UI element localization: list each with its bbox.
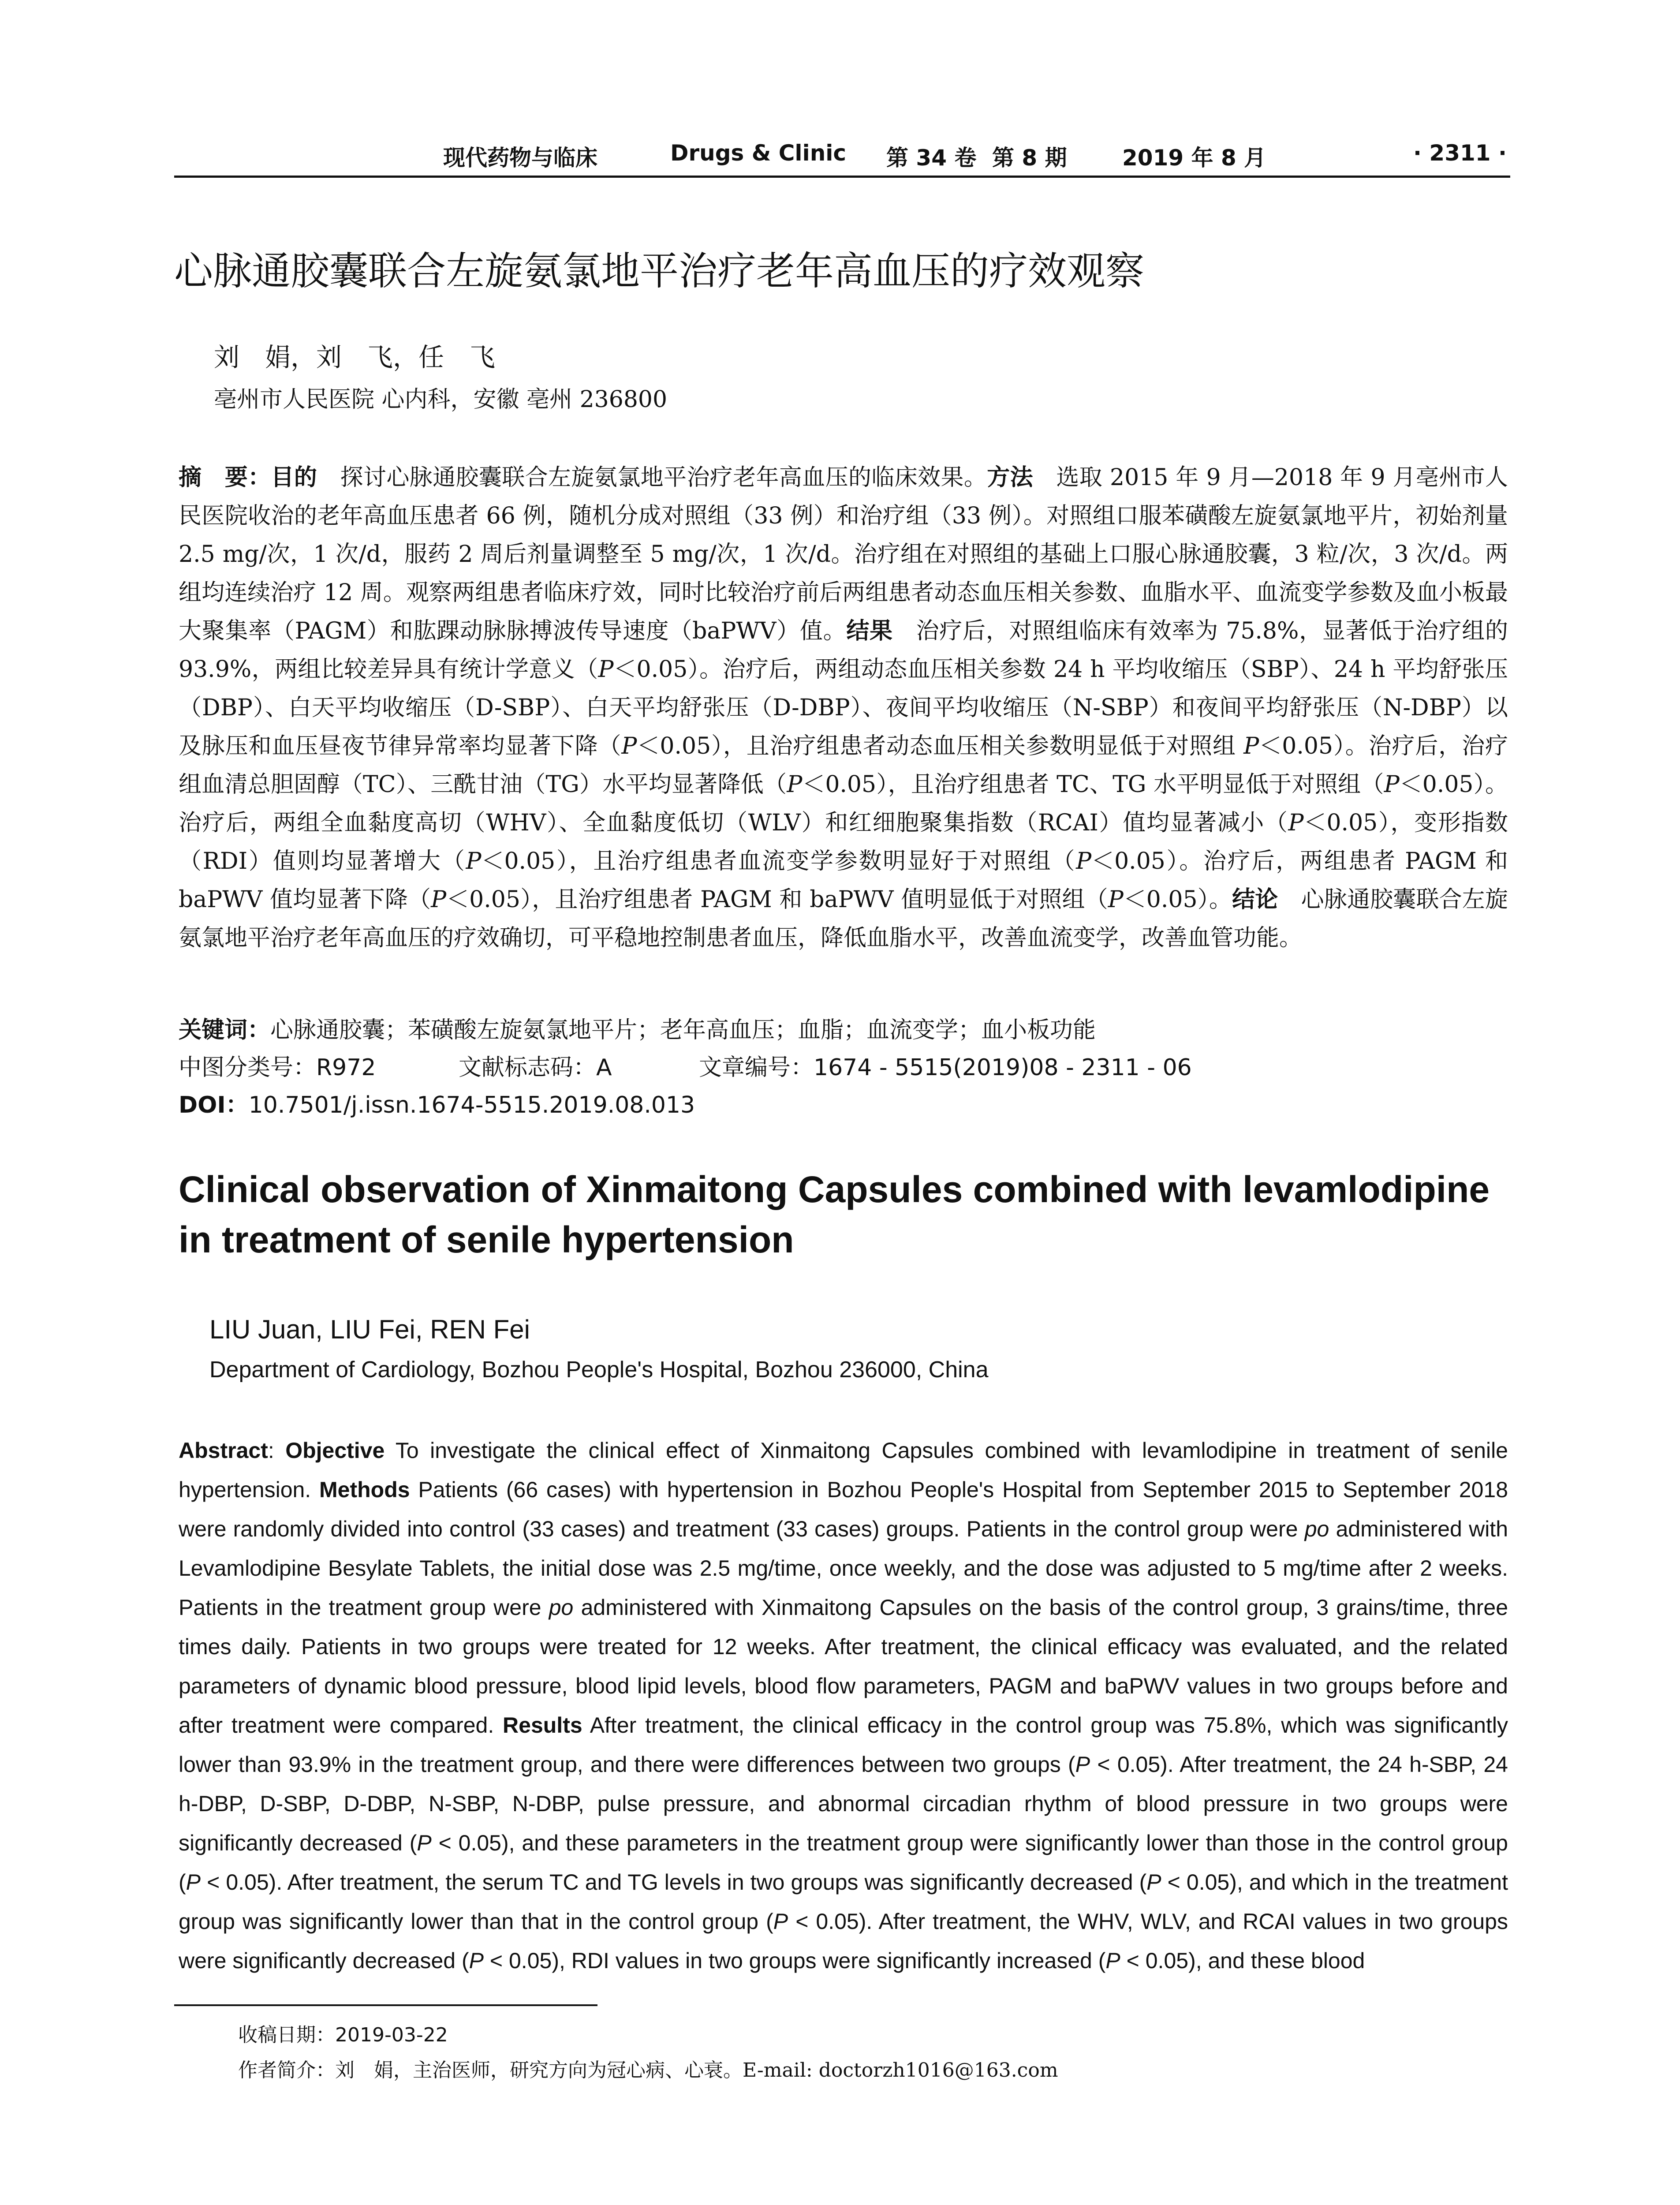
results-text-en: < 0.05), and these parameters in the treatment group were significantly lower than those in the control group ( <box>179 1831 1508 1895</box>
header-journal-cn: 现代药物与临床 <box>443 145 597 171</box>
objective-label-en: Objective <box>285 1438 385 1463</box>
p-symbol: P <box>1288 810 1304 836</box>
p-symbol: P <box>466 848 482 875</box>
results-text-en: < 0.05). After treatment, the serum TC and TG levels in two groups was significantly decreased ( <box>201 1870 1147 1895</box>
doi-line <box>179 1089 695 1121</box>
p-symbol: P <box>1105 1948 1120 1973</box>
abstract-label-cn: 摘 要： <box>179 464 271 491</box>
doi-value[interactable]: 10.7501/j.issn.1674-5515.2019.08.013 <box>248 1092 695 1118</box>
footnote-rule <box>174 2004 597 2006</box>
p-symbol: P <box>1075 1752 1090 1777</box>
p-symbol: P <box>1076 848 1092 875</box>
results-text-cn: ＜0.05），变形指数（RDI）值则均显著增大（ <box>179 810 1508 875</box>
clc-field <box>179 1052 376 1084</box>
objective-label-cn: 目的 <box>271 464 317 491</box>
p-symbol: P <box>417 1831 432 1855</box>
footnote-author <box>238 2057 1058 2084</box>
results-text-en: < 0.05). After treatment, the WHV, WLV, and RCAI values in two groups were significantly decreased ( <box>179 1909 1508 1973</box>
methods-text-en: Patients (66 cases) with hypertension in Bozhou People's Hospital from September 2015 to September 2018 were randomly divided into control (33 cases) and treatment (33 cases) groups. Patients in the control group were <box>179 1477 1508 1541</box>
results-text-cn: ＜0.05）。治疗后，治疗组血清总胆固醇（TC）、三酰甘油（TG）水平均显著降低（ <box>179 733 1508 798</box>
results-text-cn: ＜0.05）。治疗后，两组患者 PAGM 和 baPWV 值均显著下降（ <box>179 848 1508 913</box>
doi-label: DOI： <box>179 1092 249 1118</box>
p-symbol: P <box>431 886 447 913</box>
results-text-en: < 0.05), RDI values in two groups were significantly increased ( <box>484 1948 1106 1973</box>
clc-label: 中图分类号： <box>179 1054 317 1081</box>
affiliation-cn: 亳州市人民医院 心内科，安徽 亳州 236800 <box>214 386 668 413</box>
abstract-label-en: Abstract <box>179 1438 268 1463</box>
results-text-cn: ＜0.05），且治疗组患者 PAGM 和 baPWV 值明显低于对照组（ <box>446 886 1108 913</box>
running-header <box>174 140 1510 176</box>
abstract-cn <box>179 459 1508 957</box>
doc-code-value: A <box>596 1054 612 1081</box>
results-text-cn: ＜0.05）。治疗后，两组全血黏度高切（WHV）、全血黏度低切（WLV）和红细胞聚集指数（RCAI）值均显著减小（ <box>179 771 1508 836</box>
affiliation-en: Department of Cardiology, Bozhou People's Hospital, Bozhou 236000, China <box>209 1357 989 1383</box>
results-text-cn: ＜0.05），且治疗组患者 TC、TG 水平明显低于对照组（ <box>802 771 1384 798</box>
article-no-field <box>699 1052 1192 1084</box>
objective-text-cn: 探讨心脉通胶囊联合左旋氨氯地平治疗老年高血压的临床效果。 <box>317 464 987 491</box>
conclusion-label-cn: 结论 <box>1232 886 1278 913</box>
methods-text-en: administered with Levamlodipine Besylate Tablets, the initial dose was 2.5 mg/time, once weekly, and the dose was adjusted to 5 mg/time after 2 weeks. Patients in the treatment group were <box>179 1517 1508 1620</box>
p-symbol: P <box>1146 1870 1161 1895</box>
author-bio-text: 刘 娟，主治医师，研究方向为冠心病、心衰。E-mail: doctorzh1016@163.com <box>335 2059 1058 2082</box>
header-rule <box>174 176 1510 178</box>
po-term: po <box>1304 1517 1329 1541</box>
p-symbol: P <box>469 1948 484 1973</box>
p-symbol: P <box>1108 886 1124 913</box>
article-no-value: 1674 - 5515(2019)08 - 2311 - 06 <box>814 1054 1192 1081</box>
results-label-en: Results <box>503 1713 582 1738</box>
results-text-cn: ＜0.05），且治疗组患者动态血压相关参数明显低于对照组 <box>637 733 1244 759</box>
p-symbol: P <box>773 1909 788 1934</box>
results-text-cn: ＜0.05），且治疗组患者血流变学参数明显好于对照组（ <box>481 848 1076 875</box>
results-text-en: < 0.05), and these blood <box>1120 1948 1365 1973</box>
methods-label-cn: 方法 <box>987 464 1033 491</box>
header-page-number: · 2311 · <box>1413 140 1507 166</box>
author-bio-label: 作者简介： <box>238 2059 335 2082</box>
header-journal-en: Drugs & Clinic <box>670 140 847 166</box>
objective-text-en: To investigate the clinical effect of Xinmaitong Capsules combined with levamlodipine in treatment of senile hypertension. <box>179 1438 1508 1502</box>
methods-text-cn: 选取 2015 年 9 月—2018 年 9 月亳州市人民医院收治的老年高血压患者 66 例，随机分成对照组（33 例）和治疗组（33 例）。对照组口服苯磺酸左旋氨氯地平片，初始剂量 2.5 mg/次，1 次/d，服药 2 周后剂量调整至 5 mg/次，1 次/d。治疗组在对照组的基础上口服心脉通胶囊，3 粒/次，3 次/d。两组均连续治疗 12 周。观察两组患者临床疗效，同时比较治疗前后两组患者动态血压相关参数、血脂水平、血流变学参数及血小板最大聚集率（PAGM）和肱踝动脉脉搏波传导速度（baPWV）值。 <box>179 464 1508 644</box>
p-symbol: P <box>1243 733 1259 759</box>
article-title-en: Clinical observation of Xinmaitong Capsules combined with levamlodipine in treatment of senile hypertension <box>179 1169 1490 1260</box>
header-volume: 第 34 卷 <box>886 145 977 171</box>
header-issue: 第 8 期 <box>992 145 1067 171</box>
clc-value: R972 <box>316 1054 376 1081</box>
p-symbol: P <box>598 656 614 683</box>
authors-en: LIU Juan, LIU Fei, REN Fei <box>209 1315 530 1344</box>
received-label: 收稿日期： <box>238 2024 335 2046</box>
received-date: 2019-03-22 <box>335 2024 448 2046</box>
results-label-cn: 结果 <box>846 618 893 644</box>
p-symbol: P <box>787 771 803 798</box>
p-symbol: P <box>621 733 637 759</box>
doc-code-label: 文献标志码： <box>459 1054 597 1081</box>
results-text-en: < 0.05), and which in the treatment group was significantly lower than that in the control group ( <box>179 1870 1508 1934</box>
p-symbol: P <box>186 1870 201 1895</box>
keywords-label-cn: 关键词： <box>179 1017 271 1043</box>
po-term: po <box>549 1595 574 1620</box>
article-no-label: 文章编号： <box>699 1054 814 1081</box>
results-text-en: After treatment, the clinical efficacy in the control group was 75.8%, which was significantly lower than 93.9% in the treatment group, and there were differences between two groups ( <box>179 1713 1508 1777</box>
results-text-cn: ＜0.05）。治疗后，两组动态血压相关参数 24 h 平均收缩压（SBP）、24 h 平均舒张压（DBP）、白天平均收缩压（D-SBP）、白天平均舒张压（D-DBP）、夜间平均收缩压（N-SBP）和夜间平均舒张压（N-DBP）以及脉压和血压昼夜节律异常率均显著下降（ <box>179 656 1508 759</box>
conclusion-text-cn: 心脉通胶囊联合左旋氨氯地平治疗老年高血压的疗效确切，可平稳地控制患者血压，降低血脂水平，改善血流变学，改善血管功能。 <box>179 886 1508 951</box>
abstract-en: Abstract: Objective To investigate the clinical effect of Xinmaitong Capsules combined with levamlodipine in treatment of senile hypertension. Methods Patients (66 cases) with hypertension in Bozhou People's Hospital from September 2015 to September 2018 were randomly divided into control (33 cases) and treatment (33 cases) groups. Patients in the control group were po administered with Levamlodipine Besylate Tablets, the initial dose was 2.5 mg/time, once weekly, and the dose was adjusted to 5 mg/time after 2 weeks. Patients in the treatment group were po administered with Xinmaitong Capsules on the basis of the control group, 3 grains/time, three times daily. Patients in two groups were treated for 12 weeks. After treatment, the clinical efficacy was evaluated, and the related parameters of dynamic blood pressure, blood lipid levels, blood flow parameters, PAGM and baPWV values in two groups before and after treatment were compared. Results After treatment, the clinical efficacy in the control group was 75.8%, which was significantly lower than 93.9% in the treatment group, and there were differences between two groups (P < 0.05). After treatment, the 24 h-SBP, 24 h-DBP, D-SBP, D-DBP, N-SBP, N-DBP, pulse pressure, and abnormal circadian rhythm of blood pressure in two groups were significantly decreased (P < 0.05), and these parameters in the treatment group were significantly lower than those in the control group (P < 0.05). After treatment, the serum TC and TG levels in two groups was significantly decreased (P < 0.05), and which in the treatment group was significantly lower than that in the control group (P < 0.05). After treatment, the WHV, WLV, and RCAI values in two groups were significantly decreased (P < 0.05), RDI values in two groups were significantly increased (P < 0.05), and these blood <box>179 1438 1508 1973</box>
methods-label-en: Methods <box>319 1477 410 1502</box>
doc-code-field <box>459 1052 612 1084</box>
article-title-cn: 心脉通胶囊联合左旋氨氯地平治疗老年高血压的疗效观察 <box>174 248 1145 294</box>
results-text-en: < 0.05). After treatment, the 24 h-SBP, 24 h-DBP, D-SBP, D-DBP, N-SBP, N-DBP, pulse pressure, and abnormal circadian rhythm of blood pressure in two groups were significantly decreased ( <box>179 1752 1508 1855</box>
results-text-cn: ＜0.05）。 <box>1123 886 1232 913</box>
methods-text-en: administered with Xinmaitong Capsules on the basis of the control group, 3 grains/time, three times daily. Patients in two groups were treated for 12 weeks. After treatment, the clinical efficacy was evaluated, and the related parameters of dynamic blood pressure, blood lipid levels, blood flow parameters, PAGM and baPWV values in two groups before and after treatment were compared. <box>179 1595 1508 1738</box>
keywords-text-cn: 心脉通胶囊；苯磺酸左旋氨氯地平片；老年高血压；血脂；血流变学；血小板功能 <box>270 1017 1096 1043</box>
footnote-received <box>238 2022 448 2048</box>
authors-cn: 刘 娟，刘 飞，任 飞 <box>214 342 496 372</box>
p-symbol: P <box>1384 771 1400 798</box>
header-date: 2019 年 8 月 <box>1122 145 1266 171</box>
keywords-cn <box>179 1014 1096 1046</box>
results-text-cn: 治疗后，对照组临床有效率为 75.8%，显著低于治疗组的 93.9%，两组比较差异具有统计学意义（ <box>179 618 1508 683</box>
